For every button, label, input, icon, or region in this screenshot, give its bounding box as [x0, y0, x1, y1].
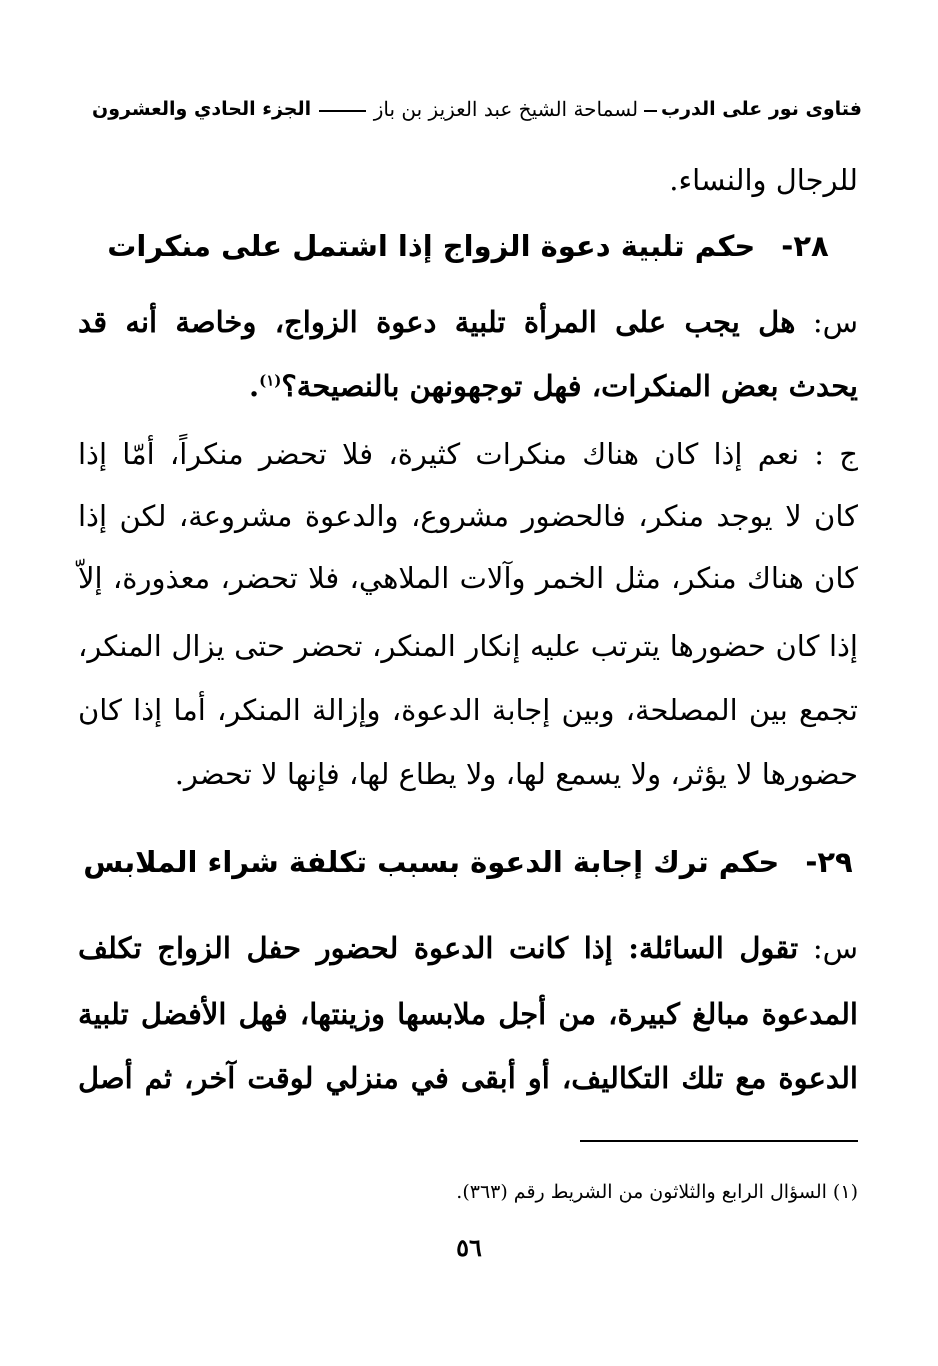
footnote: (١) السؤال الرابع والثلاثون من الشريط رقم (٣٦٣). [456, 1181, 858, 1203]
header-long-separator [319, 110, 366, 112]
answer-28-line-3: كان هناك منكر، مثل الخمر وآلات الملاهي، فلا تحضر، معذورة، إلاّ [78, 561, 858, 595]
footnote-rule [580, 1140, 858, 1142]
header-separator [644, 110, 657, 112]
section-28-heading [78, 226, 858, 266]
header-volume: الجزء الحادي والعشرون [92, 98, 312, 120]
answer-28-line-6: حضورها لا يؤثر، ولا يسمع لها، ولا يطاع لها، فإنها لا تحضر. [174, 757, 858, 791]
header-author: لسماحة الشيخ عبد العزيز بن باز [373, 97, 639, 121]
question-29-line-2: المدعوة مبالغ كبيرة، من أجل ملابسها وزينتها، فهل الأفضل تلبية [78, 997, 858, 1031]
question-end: . [248, 369, 260, 403]
section-28-number: ٢٨- [781, 229, 829, 263]
page-number: ٥٦ [456, 1233, 482, 1262]
answer-28-line-5: تجمع بين المصلحة، وبين إجابة الدعوة، وإزالة المنكر، أما إذا كان [78, 693, 858, 727]
section-29-title: حكم ترك إجابة الدعوة بسبب تكلفة شراء الملابس [83, 845, 780, 879]
footnote-marker: (١) [259, 371, 282, 390]
question-29-line-3: الدعوة مع تلك التكاليف، أو أبقى في منزلي لوقت آخر، ثم أصل [78, 1061, 858, 1095]
running-header [92, 92, 862, 126]
question-text: يحدث بعض المنكرات، فهل توجهونهن بالنصيحة؟ [281, 369, 858, 403]
question-text: تقول السائلة: إذا كانت الدعوة لحضور حفل الزواج تكلف [78, 931, 799, 965]
answer-28-line-4: إذا كان حضورها يترتب عليه إنكار المنكر، تحضر حتى يزال المنكر، [78, 629, 858, 663]
answer-28-line-1: ج : نعم إذا كان هناك منكرات كثيرة، فلا تحضر منكراً، أمّا إذا [78, 437, 858, 471]
question-29-line-1 [78, 928, 858, 968]
answer-28-line-2: كان لا يوجد منكر، فالحضور مشروع، والدعوة مشروعة، لكن إذا [78, 499, 858, 533]
continuation-line: للرجال والنساء. [669, 163, 858, 197]
question-28-line-2 [78, 366, 858, 406]
question-28-line-1 [78, 302, 858, 342]
question-prefix: س: [812, 931, 858, 965]
question-text: هل يجب على المرأة تلبية دعوة الزواج، وخاصة أنه قد [78, 305, 796, 339]
header-book-title: فتاوى نور على الدرب [661, 98, 862, 120]
section-28-title: حكم تلبية دعوة الزواج إذا اشتمل على منكرات [107, 229, 756, 263]
question-prefix: س: [812, 305, 859, 339]
section-29-heading [78, 842, 858, 882]
section-29-number: ٢٩- [805, 845, 853, 879]
